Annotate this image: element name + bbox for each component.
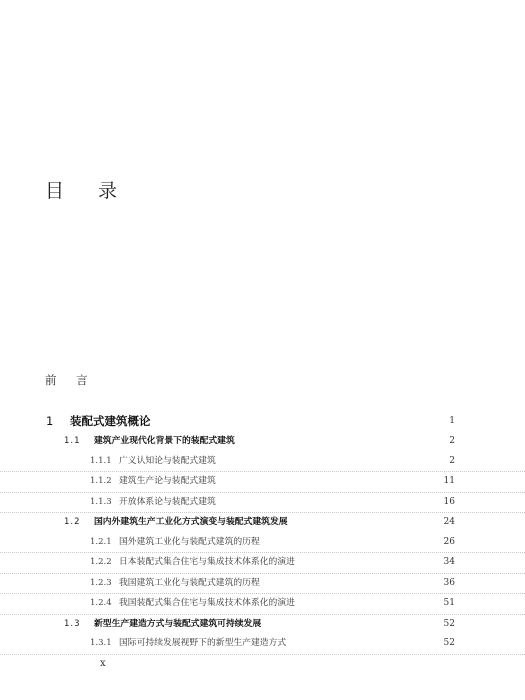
toc-entry-title: 日本装配式集合住宅与集成技术体系化的演进 (119, 557, 295, 567)
toc-entry-level-2[interactable] (0, 615, 525, 635)
toc-entry-title: 广义认知论与装配式建筑 (119, 455, 216, 466)
toc-entry-number: 1.2.2 (90, 557, 112, 567)
toc-entry-title: 我国装配式集合住宅与集成技术体系化的演进 (119, 598, 295, 608)
toc-entry-level-3[interactable] (0, 634, 525, 655)
toc-entry-page: 24 (443, 517, 455, 527)
toc-entry-level-3[interactable] (0, 553, 525, 574)
toc-entry-level-3[interactable] (0, 594, 525, 615)
page-title: 目 录 (45, 180, 132, 202)
toc-entry-level-1[interactable] (0, 410, 525, 432)
table-of-contents (0, 410, 525, 655)
toc-entry-number: 1.1.1 (90, 455, 112, 466)
toc-entry-title: 我国建筑工业化与装配式建筑的历程 (119, 577, 260, 588)
toc-entry-number: 1.2.1 (90, 536, 112, 547)
toc-entry-number: 1.2 (64, 517, 81, 527)
toc-entry-number: 1.1.3 (90, 496, 112, 507)
toc-entry-title: 开放体系论与装配式建筑 (119, 496, 216, 507)
toc-entry-title: 国际可持续发展视野下的新型生产建造方式 (119, 638, 287, 648)
toc-entry-number: 1 (46, 414, 54, 428)
toc-entry-page: 1 (449, 416, 455, 426)
toc-entry-title: 国外建筑工业化与装配式建筑的历程 (119, 536, 260, 547)
toc-entry-page: 51 (443, 598, 455, 608)
toc-entry-level-2[interactable] (0, 432, 525, 452)
toc-entry-number: 1.2.4 (90, 598, 112, 608)
toc-entry-level-3[interactable] (0, 533, 525, 554)
toc-entry-level-3[interactable] (0, 472, 525, 493)
toc-entry-level-2[interactable] (0, 513, 525, 533)
toc-entry-page: 36 (443, 577, 455, 588)
toc-entry-page: 2 (449, 455, 455, 466)
toc-entry-page: 11 (443, 476, 455, 486)
toc-entry-page: 2 (449, 436, 455, 446)
toc-entry-title: 建筑生产论与装配式建筑 (119, 476, 216, 486)
toc-entry-title: 国内外建筑生产工业化方式演变与装配式建筑发展 (94, 517, 288, 527)
toc-entry-page: 16 (443, 496, 455, 507)
toc-entry-page: 26 (443, 536, 455, 547)
toc-entry-page: 52 (443, 638, 455, 648)
toc-entry-number: 1.2.3 (90, 577, 112, 588)
toc-entry-level-3[interactable] (0, 452, 525, 473)
toc-entry-level-3[interactable] (0, 574, 525, 595)
toc-entry-number: 1.1 (64, 436, 81, 446)
toc-entry-title: 建筑产业现代化背景下的装配式建筑 (94, 436, 235, 446)
toc-entry-title: 新型生产建造方式与装配式建筑可持续发展 (94, 618, 262, 629)
toc-entry-number: 1.1.2 (90, 476, 112, 486)
page-number: x (100, 658, 106, 669)
toc-entry-page: 34 (443, 557, 455, 567)
toc-entry-page: 52 (443, 618, 455, 629)
toc-entry-title: 装配式建筑概论 (70, 414, 151, 428)
toc-entry-number: 1.3 (64, 618, 81, 629)
toc-entry-level-3[interactable] (0, 493, 525, 514)
toc-entry-number: 1.3.1 (90, 638, 112, 648)
preface-heading[interactable]: 前 言 (45, 373, 96, 387)
